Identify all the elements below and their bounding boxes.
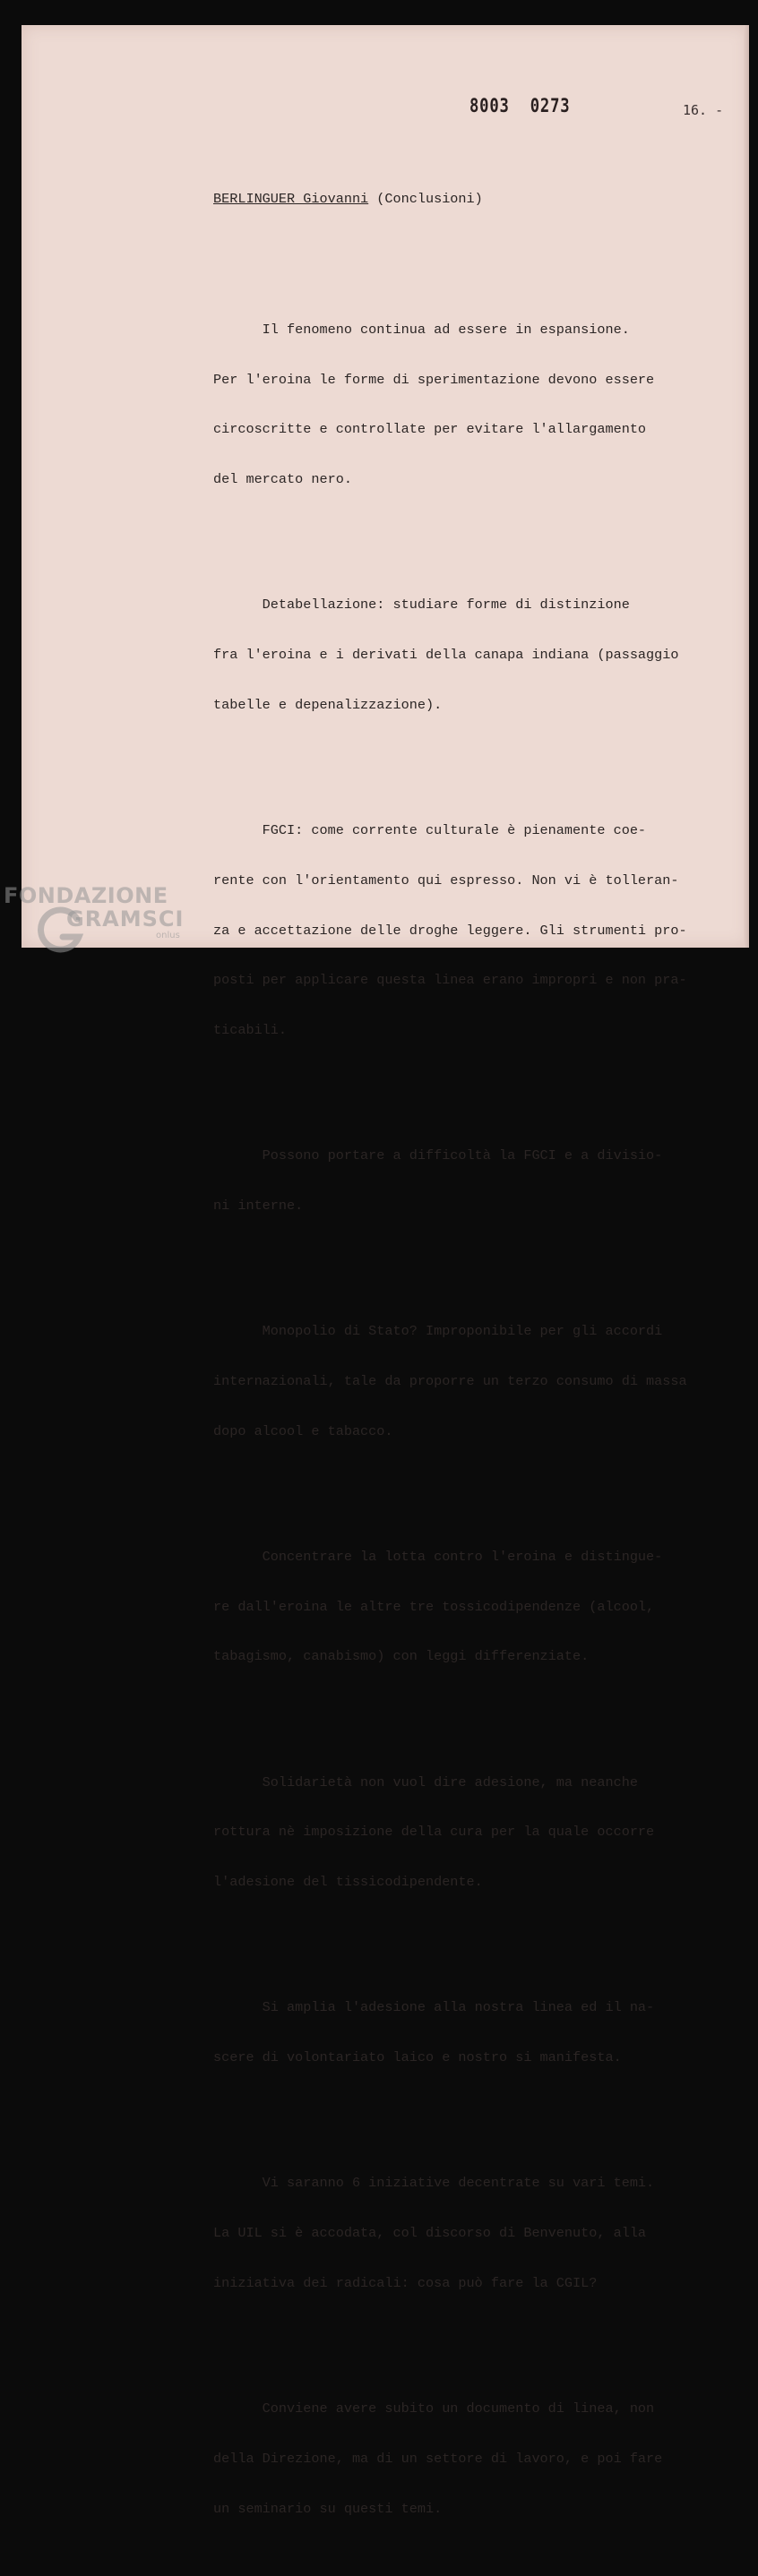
text-line: La UIL si è accodata, col discorso di Benvenuto, alla xyxy=(213,2225,647,2242)
speaker-subtitle: (Conclusioni) xyxy=(368,191,483,208)
text-line: l'adesione del tissicodipendente. xyxy=(213,1874,483,1891)
text-line: iniziativa dei radicali: cosa può fare la CGIL? xyxy=(213,2274,598,2291)
gramsci-logo-icon xyxy=(36,906,84,955)
page-number: 16. - xyxy=(683,102,724,118)
archive-number-a: 8003 xyxy=(469,95,510,116)
paragraph xyxy=(213,288,715,521)
text-line: un seminario su questi temi. xyxy=(213,2500,443,2517)
text-line: tabagismo, canabismo) con leggi differenziate. xyxy=(213,1648,590,1665)
text-line: Possono portare a difficoltà la FGCI e a divisio- xyxy=(213,1147,663,1164)
text-line: ticabili. xyxy=(213,1022,288,1039)
paragraph xyxy=(213,2367,715,2551)
paragraph xyxy=(213,1114,715,1248)
text-line: za e accettazione delle droghe leggere. Gli strumenti pro- xyxy=(213,922,687,939)
archive-stamp-number xyxy=(469,95,590,116)
watermark-line2: GRAMSCI xyxy=(66,906,185,932)
text-line: re dall'eroina le altre tre tossicodipendenze (alcool, xyxy=(213,1598,655,1615)
paragraph xyxy=(213,563,715,747)
text-line: Concentrare la lotta contro l'eroina e distingue- xyxy=(213,1548,663,1565)
text-line: circoscritte e controllate per evitare l'allargamento xyxy=(213,421,647,438)
document-body xyxy=(213,158,715,2576)
paragraph xyxy=(213,1516,715,1699)
text-line: internazionali, tale da proporre un terzo consumo di massa xyxy=(213,1372,687,1389)
paragraph xyxy=(213,1966,715,2099)
text-line: del mercato nero. xyxy=(213,471,352,488)
watermark-line1: FONDAZIONE xyxy=(4,883,168,908)
watermark-onlus: onlus xyxy=(156,931,180,940)
text-line: Il fenomeno continua ad essere in espansione. xyxy=(213,321,630,338)
text-line: Conviene avere subito un documento di linea, non xyxy=(213,2400,655,2417)
text-line: Si amplia l'adesione alla nostra linea ed il na- xyxy=(213,1999,655,2016)
text-line: Vi saranno 6 iniziative decentrate su vari temi. xyxy=(213,2175,655,2192)
text-line: rottura nè imposizione della cura per la quale occorre xyxy=(213,1824,655,1841)
text-line: Per l'eroina le forme di sperimentazione devono essere xyxy=(213,371,655,388)
text-line: ni interne. xyxy=(213,1198,304,1215)
text-line: tabelle e depenalizzazione). xyxy=(213,696,443,713)
text-line: rente con l'orientamento qui espresso. Non vi è tolleran- xyxy=(213,872,679,889)
speaker-heading xyxy=(213,191,715,208)
speaker-name: BERLINGUER Giovanni xyxy=(213,191,369,208)
text-line: Solidarietà non vuol dire adesione, ma neanche xyxy=(213,1773,638,1790)
archive-number-b: 0273 xyxy=(530,95,571,116)
paragraph xyxy=(213,1290,715,1473)
text-line: scere di volontariato laico e nostro si manifesta. xyxy=(213,2049,622,2066)
text-line: dopo alcool e tabacco. xyxy=(213,1422,393,1439)
text-line: Monopolio di Stato? Improponibile per gli accordi xyxy=(213,1323,663,1340)
text-line: FGCI: come corrente culturale è pienamente coe- xyxy=(213,821,647,838)
text-line: della Direzione, ma di un settore di lavoro, e poi fare xyxy=(213,2450,663,2467)
fondazione-gramsci-watermark xyxy=(4,885,184,940)
text-line: posti per applicare questa linea erano impropri e non pra- xyxy=(213,972,687,989)
page-edge xyxy=(744,25,749,948)
paragraph xyxy=(213,789,715,1072)
text-line: Detabellazione: studiare forme di distinzione xyxy=(213,597,630,614)
text-line: fra l'eroina e i derivati della canapa indiana (passaggio xyxy=(213,647,679,664)
paragraph xyxy=(213,2142,715,2325)
paragraph xyxy=(213,1740,715,1924)
